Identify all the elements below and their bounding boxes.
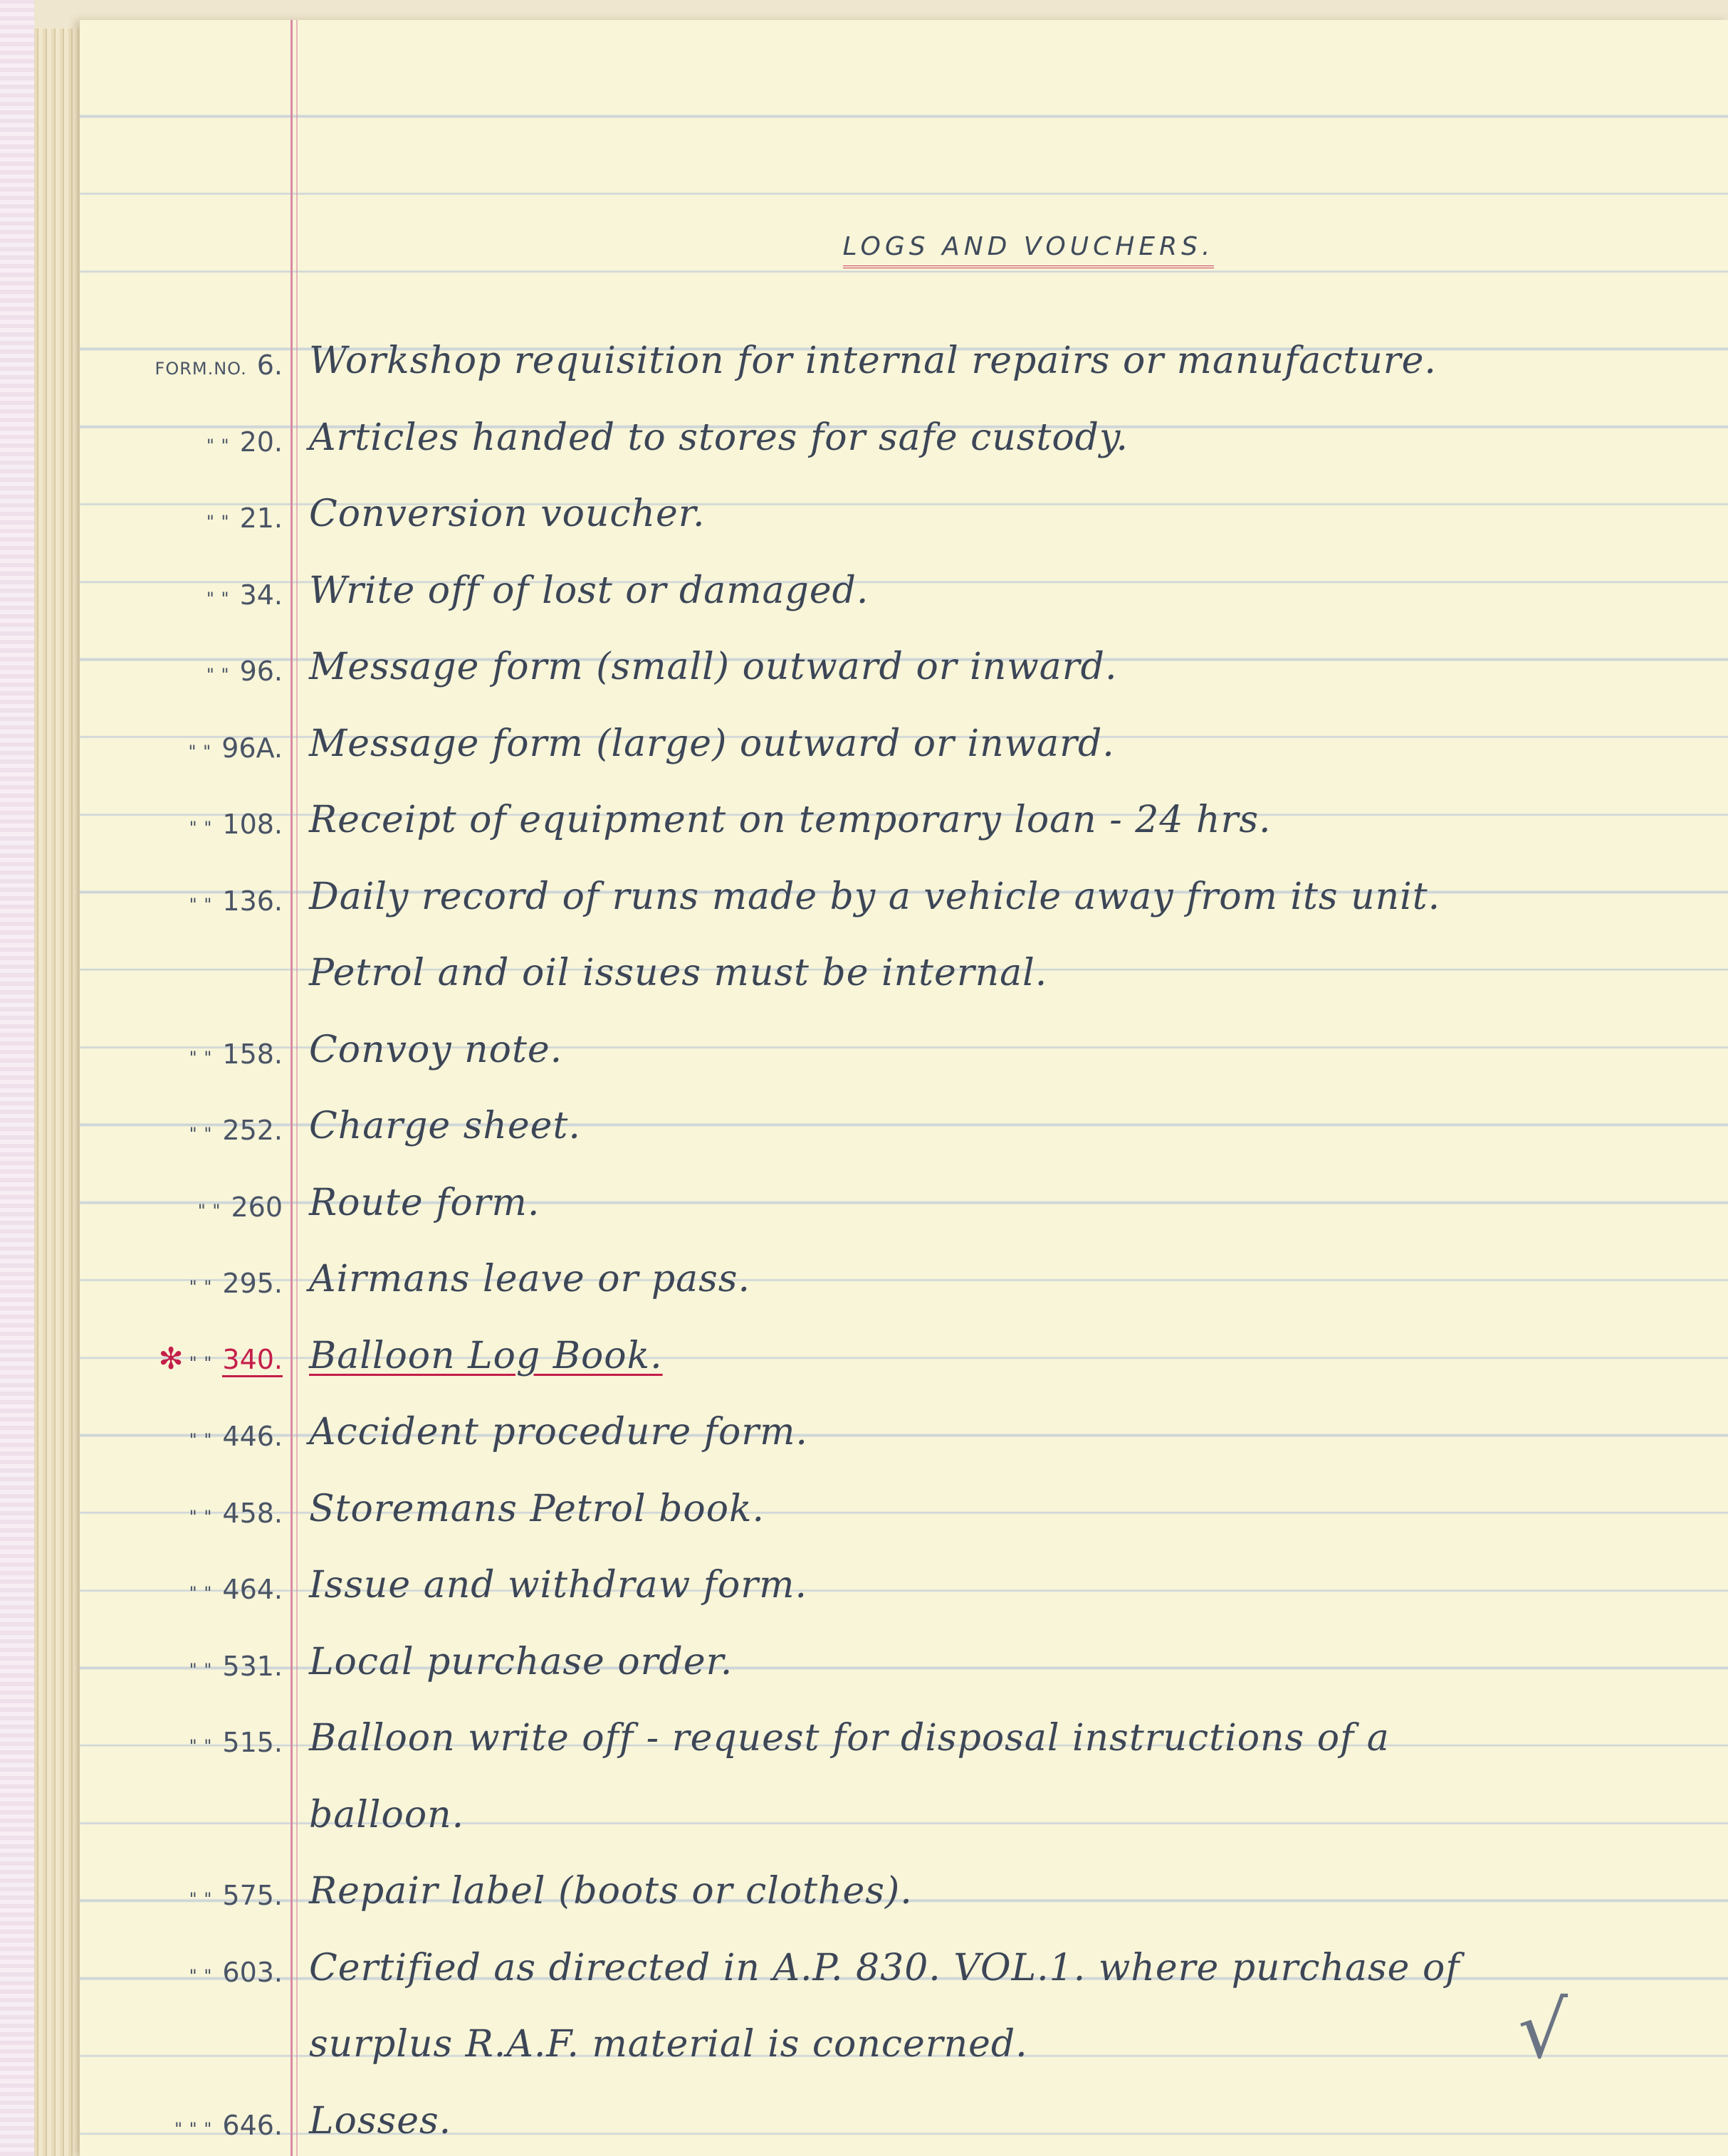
form-number (174, 2110, 283, 2141)
form-prefix: " " (206, 512, 230, 532)
form-prefix: " " (189, 1965, 213, 1986)
entry-row (80, 389, 1728, 465)
form-description: Local purchase order. (309, 1640, 733, 1683)
entry-row (80, 1230, 1728, 1306)
form-number (206, 579, 283, 611)
heading-text: LOGS AND VOUCHERS. (843, 232, 1215, 268)
form-prefix: " " (189, 1124, 213, 1144)
form-number-value: 603. (222, 1956, 283, 1988)
entry-row (80, 312, 1728, 388)
form-number (189, 1880, 283, 1911)
asterisk-icon: ✻ (158, 1340, 184, 1376)
form-prefix: " " (189, 1430, 213, 1450)
form-number-value: 340. (222, 1344, 283, 1377)
form-description: Articles handed to stores for safe custody. (309, 416, 1129, 459)
form-number (189, 885, 283, 917)
form-number (189, 1651, 283, 1682)
entry-row (80, 1766, 1728, 1842)
form-number-value: 531. (222, 1650, 283, 1682)
form-description: Message form (small) outward or inward. (309, 646, 1118, 688)
form-number (198, 1192, 283, 1223)
entry-row (80, 848, 1728, 924)
form-description: balloon. (309, 1793, 465, 1836)
form-number (158, 1341, 283, 1376)
form-number-value: 96A. (221, 732, 283, 764)
entry-row (80, 1154, 1728, 1230)
entry-row (80, 1001, 1728, 1077)
form-number-value: 158. (222, 1038, 283, 1070)
form-description: Write off of lost or damaged. (309, 569, 869, 612)
form-prefix: " " (189, 1506, 213, 1527)
form-number (206, 503, 283, 534)
form-number (189, 809, 283, 840)
form-prefix: " " (189, 1277, 213, 1297)
form-prefix: " " (206, 435, 230, 456)
form-description: Receipt of equipment on temporary loan - 24 hrs. (309, 799, 1272, 841)
form-number-value: 575. (222, 1880, 283, 1911)
form-description: Losses. (309, 2099, 452, 2142)
entry-row (80, 1077, 1728, 1153)
binding-edge (0, 0, 34, 2156)
form-description: Balloon write off - request for disposal instructions of a (309, 1717, 1390, 1760)
entry-row (80, 1307, 1728, 1383)
form-number-value: 20. (239, 426, 283, 458)
notebook-page (80, 20, 1728, 2156)
form-number-value: 458. (222, 1497, 283, 1529)
form-prefix: " " " (174, 2118, 213, 2139)
form-prefix: " " (206, 588, 230, 609)
form-prefix: " " (197, 1200, 221, 1221)
form-description: Message form (large) outward or inward. (309, 722, 1115, 765)
form-number (189, 1727, 283, 1758)
form-number-value: 252. (222, 1115, 283, 1146)
form-number-value: 295. (222, 1268, 283, 1299)
page-stack-edge (34, 28, 84, 2156)
entry-row (80, 1689, 1728, 1765)
form-number (155, 349, 283, 381)
form-number-value: 464. (222, 1574, 283, 1605)
form-number-value: 446. (222, 1421, 283, 1452)
form-number-value: 646. (222, 2109, 283, 2141)
form-prefix: " " (189, 818, 213, 838)
entry-row (80, 1613, 1728, 1689)
entry-row (80, 924, 1728, 1000)
entry-row (80, 1383, 1728, 1459)
form-description: Charge sheet. (309, 1105, 581, 1147)
form-description: Storemans Petrol book. (309, 1487, 765, 1530)
form-number (189, 1038, 283, 1070)
form-prefix: " " (206, 665, 230, 685)
form-number (273, 1804, 283, 1835)
form-number-value: 108. (222, 809, 283, 840)
form-description: Conversion voucher. (309, 493, 706, 535)
form-description: Certified as directed in A.P. 830. VOL.1. where purchase of (309, 1946, 1460, 1989)
entry-row (80, 1536, 1728, 1612)
entry-row (80, 1995, 1728, 2071)
form-number-value: 260 (231, 1191, 283, 1223)
form-description: surplus R.A.F. material is concerned. (309, 2023, 1028, 2066)
form-prefix: " " (189, 894, 213, 915)
form-number-value: 6. (256, 349, 283, 381)
entry-row (80, 618, 1728, 694)
entry-row (80, 771, 1728, 847)
form-number-value: 96. (239, 656, 283, 687)
form-number (189, 732, 283, 764)
form-prefix: " " (188, 741, 212, 762)
form-description: Repair label (boots or clothes). (309, 1870, 913, 1913)
entry-row (80, 1460, 1728, 1536)
form-number (189, 1115, 283, 1146)
form-number (206, 426, 283, 458)
form-description: Airmans leave or pass. (309, 1258, 751, 1300)
form-prefix: " " (189, 1889, 213, 1909)
check-mark: √ (1518, 1984, 1569, 2076)
form-description: Balloon Log Book. (309, 1334, 663, 1377)
entry-row (80, 465, 1728, 541)
form-description: Workshop requisition for internal repairs or manufacture. (309, 340, 1437, 382)
form-number-value: 136. (222, 885, 283, 917)
page-heading (80, 232, 1728, 268)
form-prefix: " " (189, 1047, 213, 1068)
entry-row (80, 1842, 1728, 1918)
form-number (189, 1957, 283, 1988)
form-prefix: FORM.NO. (155, 359, 247, 379)
form-description: Route form. (309, 1181, 540, 1224)
form-number (189, 1574, 283, 1605)
form-number (273, 2033, 283, 2064)
form-description: Petrol and oil issues must be internal. (309, 952, 1048, 994)
form-number (189, 1268, 283, 1299)
entry-row (80, 1919, 1728, 1995)
form-description: Accident procedure form. (309, 1411, 808, 1453)
form-number-value: 34. (239, 579, 283, 611)
form-number-value: 515. (222, 1727, 283, 1758)
form-number (206, 656, 283, 687)
form-description: Convoy note. (309, 1028, 563, 1071)
entry-row (80, 2072, 1728, 2148)
form-number (189, 1421, 283, 1452)
form-prefix: " " (189, 1659, 213, 1680)
form-prefix: " " (189, 1736, 213, 1756)
form-description: Issue and withdraw form. (309, 1564, 807, 1607)
entry-row (80, 695, 1728, 771)
form-number-value: 21. (239, 503, 283, 534)
form-number (189, 1498, 283, 1529)
entry-row (80, 542, 1728, 618)
form-number (273, 962, 283, 993)
form-prefix: " " (189, 1583, 213, 1603)
form-description: Daily record of runs made by a vehicle away from its unit. (309, 875, 1441, 918)
form-prefix: " " (189, 1352, 213, 1373)
